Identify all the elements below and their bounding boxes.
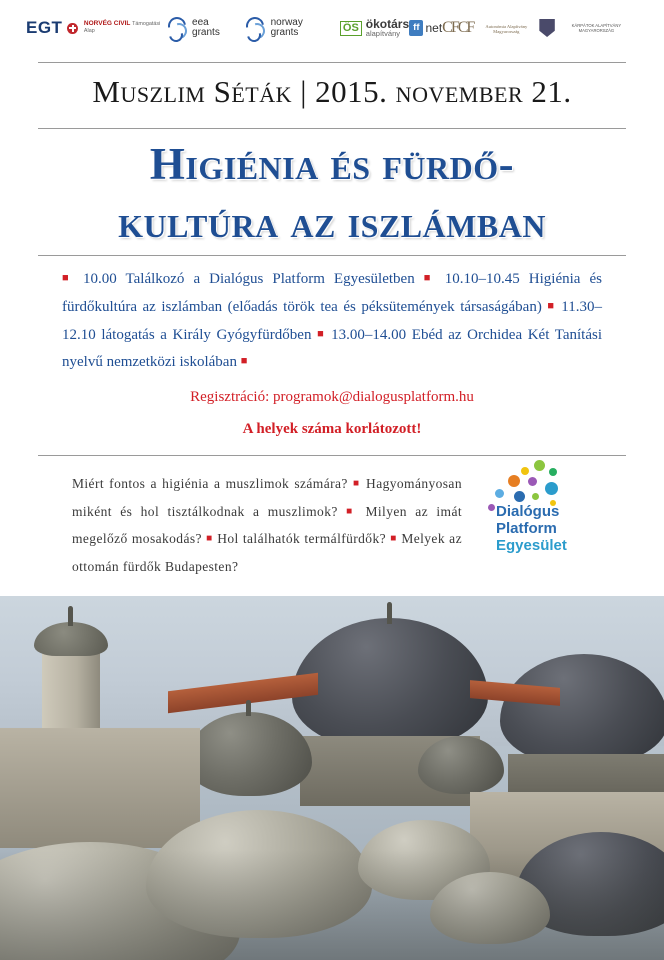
ottoman-bath-domes-photo <box>0 596 664 960</box>
finial-center <box>387 602 392 624</box>
grants-swirl-icon <box>168 15 187 41</box>
egt-norveg-civil-logo <box>26 19 168 37</box>
question-1: Miért fontos a higiénia a muszlimok számára? <box>72 476 348 491</box>
program-item-4: 13.00–14.00 Ebéd az Orchidea Két Tanítási nyelvű nemzetközi iskolában <box>62 326 602 371</box>
program-paragraph <box>62 266 602 377</box>
egt-logo-text: EGT <box>26 18 63 38</box>
dialogus-logo-text <box>496 504 567 554</box>
question-5: Melyek az ottomán fürdők Budapesten? <box>72 531 462 575</box>
okotars-mark-icon: ÖS <box>340 21 362 36</box>
finial-mid-left <box>246 700 251 716</box>
page-kicker: Muszlim Séták | 2015. november 21. <box>92 74 572 109</box>
bullet-square-icon-4: ■ <box>317 327 326 340</box>
bullet-square-icon-q1: ■ <box>352 478 361 489</box>
eea-norway-grants-logo <box>168 15 340 41</box>
registration-email[interactable]: programok@dialogusplatform.hu <box>273 389 474 405</box>
registration-label: Regisztráció: <box>190 389 270 405</box>
page-title-line2: kultúra az iszlámban <box>118 196 546 247</box>
karpatok-alapitvany-logo <box>539 19 638 37</box>
karpatok-subtitle: KÁRPÁTOK ALAPÍTVÁNY MAGYARORSZÁG <box>571 23 622 33</box>
tower-finial <box>68 606 73 626</box>
bullet-square-icon-2: ■ <box>423 272 436 284</box>
program-item-1: 10.00 Találkozó a Dialógus Platform Egyesületben <box>73 271 424 287</box>
limited-seats-note: A helyek száma korlátozott! <box>242 421 422 437</box>
page-title <box>0 136 664 251</box>
ff-badge-icon: ff <box>409 20 423 36</box>
okotars-text: ökotárs alapítvány <box>365 16 410 39</box>
question-2: Hagyományosan miként és hol tisztálkodnak a muszlimok? <box>72 476 462 519</box>
cfcf-subtitle: Autonómia Alapítvány Magyarország <box>485 23 528 34</box>
questions-paragraph <box>72 470 462 581</box>
corner-tower <box>42 648 100 734</box>
divider-under-title <box>38 255 626 256</box>
bullet-square-icon-1: ■ <box>62 272 74 284</box>
shield-icon <box>539 19 554 37</box>
program-item-2: 10.10–10.45 Higiénia és fürdőkultúra az iszlámban (előadás török tea és péksütemények társaságában) <box>62 271 602 315</box>
cfcf-logo <box>442 20 539 36</box>
registration-line <box>0 389 664 406</box>
norveg-civil-text: NORVÉG CIVIL Támogatási Alap <box>83 20 161 34</box>
cfcf-glyph-icon: CFCF <box>442 19 474 36</box>
plus-circle-icon <box>67 23 77 34</box>
divider-top <box>38 62 626 63</box>
bullet-square-icon-3: ■ <box>547 299 556 312</box>
bullet-square-icon-q2: ■ <box>346 505 358 517</box>
okotars-alapitvany-logo <box>340 18 409 38</box>
dialogus-logo-line2: Platform <box>496 519 557 537</box>
dialogus-platform-logo <box>488 460 638 560</box>
divider-under-program <box>38 455 626 456</box>
bath-wall-left <box>0 728 200 848</box>
program-item-3: 11.30–12.10 látogatás a Király Gyógyfürdőben <box>62 298 602 343</box>
bullet-square-icon-q3: ■ <box>206 533 213 545</box>
bullet-square-icon-5: ■ <box>240 355 248 368</box>
divider-under-kicker <box>38 128 626 129</box>
question-4: Hol találhatók termálfürdők? <box>217 531 386 547</box>
ffnet-text: net <box>425 20 443 35</box>
dialogus-logo-line3: Egyesület <box>496 536 567 554</box>
ffnet-logo <box>409 20 442 36</box>
page-title-line1: Higiénia és fürdő- <box>149 139 515 189</box>
eea-grants-text: eea grants <box>192 16 220 38</box>
bullet-square-icon-q4: ■ <box>390 533 398 545</box>
foreground-shadow <box>0 850 664 960</box>
question-3: Milyen az imát megelőző mosakodás? <box>72 503 462 547</box>
norway-grants-text: norway grants <box>270 16 303 38</box>
grants-swirl-icon-2 <box>246 15 265 41</box>
sponsor-logo-strip <box>0 0 664 56</box>
dialogus-logo-line1: Dialógus <box>496 503 560 520</box>
